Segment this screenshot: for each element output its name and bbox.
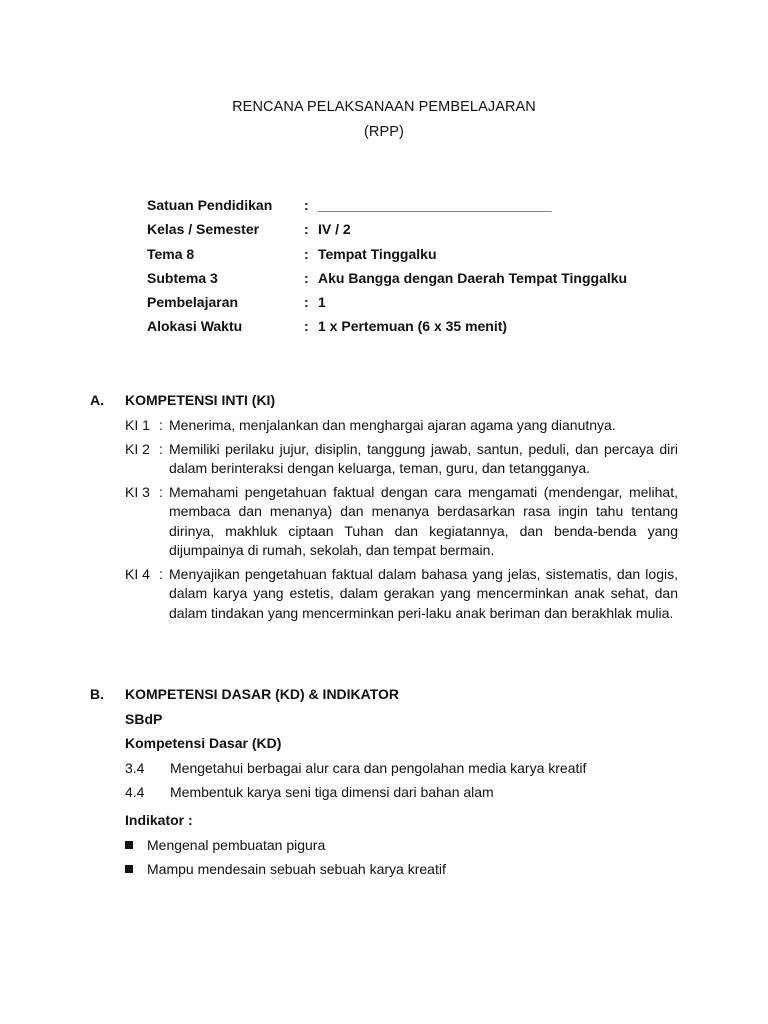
identity-row-lesson	[147, 293, 707, 317]
identity-row-subtheme	[147, 269, 707, 293]
ki-colon: :	[159, 483, 163, 500]
ki-colon: :	[159, 417, 163, 433]
identity-row-theme	[147, 245, 707, 269]
ki-colon: :	[159, 440, 163, 457]
identity-label: Subtema 3	[147, 269, 218, 286]
section-a-title: KOMPETENSI INTI (KI)	[125, 392, 276, 408]
ki-code: KI 3	[125, 483, 150, 500]
ki-colon: :	[159, 565, 163, 582]
identity-row-time	[147, 317, 707, 341]
identity-value: 1 x Pertemuan (6 x 35 menit)	[318, 318, 508, 335]
indicator-text: Mengenal pembuatan pigura	[147, 837, 326, 853]
square-bullet-icon	[125, 865, 133, 873]
identity-label: Satuan Pendidikan	[147, 197, 273, 213]
identity-value: 1	[318, 294, 326, 311]
kd-number: 3.4	[125, 760, 145, 776]
identity-label: Tema 8	[147, 245, 195, 262]
subject-heading: SBdP	[125, 711, 163, 727]
ki-item	[125, 565, 678, 624]
kd-number: 4.4	[125, 784, 145, 800]
identity-row-class	[147, 220, 707, 244]
ki-code: KI 1	[125, 417, 150, 433]
identity-value: Tempat Tinggalku	[318, 245, 437, 262]
ki-text: Menerima, menjalankan dan menghargai ajaran agama yang dianutnya.	[169, 417, 616, 433]
section-b-title: KOMPETENSI DASAR (KD) & INDIKATOR	[125, 686, 400, 702]
ki-code: KI 2	[125, 440, 150, 457]
document-subtitle: (RPP)	[364, 124, 404, 140]
identity-colon: :	[304, 318, 309, 335]
identity-colon: :	[304, 269, 309, 286]
identity-label: Alokasi Waktu	[147, 318, 243, 335]
ki-text: Menyajikan pengetahuan faktual dalam bahasa yang jelas, sistematis, dan logis, dalam karya yang estetis, dalam gerakan yang mencerminkan anak sehat, dan dalam tindakan yang mencerminkan peri-laku anak beriman dan berakhlak mulia.	[169, 565, 678, 621]
kd-text: Membentuk karya seni tiga dimensi dari bahan alam	[170, 784, 494, 800]
document-title: RENCANA PELAKSANAAN PEMBELAJARAN	[232, 99, 536, 115]
identity-value: ______________________________	[318, 197, 552, 213]
identity-colon: :	[304, 245, 309, 262]
ki-item	[125, 440, 678, 479]
ki-list	[125, 416, 678, 627]
identity-value: IV / 2	[318, 221, 351, 238]
indicator-text: Mampu mendesain sebuah sebuah karya kreatif	[147, 861, 446, 877]
square-bullet-icon	[125, 841, 133, 849]
identity-colon: :	[304, 221, 309, 238]
section-a-letter: A.	[90, 392, 104, 408]
section-b-letter: B.	[90, 686, 104, 702]
identity-label: Pembelajaran	[147, 294, 239, 311]
identity-colon: :	[304, 294, 309, 311]
indicator-heading: Indikator :	[125, 812, 193, 828]
ki-text: Memahami pengetahuan faktual dengan cara mengamati (mendengar, melihat, membaca dan menanya) dan menanya berdasarkan rasa ingin tahu tentang dirinya, makhluk ciptaan Tuhan dan kegiatannya, dan benda-benda yang dijumpainya di rumah, sekolah, dan tempat bermain.	[169, 483, 678, 558]
ki-item	[125, 483, 678, 561]
identity-label: Kelas / Semester	[147, 221, 260, 238]
ki-code: KI 4	[125, 565, 150, 582]
ki-item	[125, 416, 678, 436]
identity-value: Aku Bangga dengan Daerah Tempat Tinggalku	[318, 269, 628, 286]
identity-row-school	[147, 196, 707, 220]
identity-table	[147, 196, 707, 342]
kd-heading: Kompetensi Dasar (KD)	[125, 735, 282, 751]
ki-text: Memiliki perilaku jujur, disiplin, tanggung jawab, santun, peduli, dan percaya diri dalam berinteraksi dengan keluarga, teman, guru, dan tetangganya.	[169, 440, 678, 476]
identity-colon: :	[304, 197, 309, 213]
kd-text: Mengetahui berbagai alur cara dan pengolahan media karya kreatif	[170, 760, 587, 776]
